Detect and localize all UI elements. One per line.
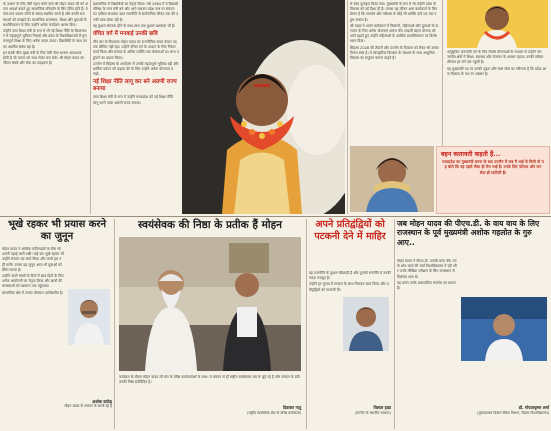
headline-text: भूखे रहकर भी प्रयास करने का जुनून bbox=[7, 219, 107, 242]
top-col1-text bbox=[3, 2, 88, 214]
paragraph: से स्वयं पुरस्कृत किया गया। मुख्यमंत्री के रूप में भी उन्होंने प्रदेश के विकास को नई दिशा दी है। उनका यह जीवन आम कार्यकर्ता के लिए प्रेरणा है कि समर्पण और परिश्रम से कोई भी व्यक्ति ऊंचे पद तक पहुंच सकता है। bbox=[350, 2, 438, 22]
top-col4-text bbox=[447, 50, 548, 142]
photo-illustration bbox=[182, 0, 345, 214]
paragraph: मोहन यादव ने पीएच.डी. उपाधि प्राप्त की। उनके शोध कार्य की चर्चा विश्वविद्यालय में रही और उनके मौखिक परीक्षण के लिए राजस्थान से विशेषज्ञ आए थे। bbox=[397, 259, 457, 279]
portrait-photo-small bbox=[447, 0, 548, 48]
left-story bbox=[2, 219, 112, 429]
paragraph: सिंहस्थ 2028 की तैयारी और उज्जैन के विकास को लेकर भी उनका विजन स्पष्ट है। वे सांस्कृतिक विरासत के संरक्षण के साथ आधुनिक विकास का संतुलन बनाना चाहते हैं। bbox=[350, 45, 439, 61]
rivals-story bbox=[309, 219, 391, 429]
mid-byline-wrap bbox=[119, 405, 301, 416]
paragraph: इन सबके बीच मुख्य मंत्री के लिए ऐसी सेवा भावना आवश्यक होती है जो जनता को साथ लेकर चल सके। श्री मोहन यादव का जीवन संघर्ष और सेवा का उदाहरण है। bbox=[3, 50, 85, 66]
middle-story bbox=[117, 219, 303, 429]
gopalkrishna-photo bbox=[461, 297, 547, 361]
paragraph: वह राजनीति के कुशल खिलाड़ी हैं और चुनावी रणनीति में उनकी पकड़ मजबूत है। bbox=[309, 271, 391, 281]
paragraph: यह मुख्यमंत्री पद पर उनकी दृढ़ता और स्पष्ट सोच का परिणाम है कि प्रदेश आज विकास के पथ पर अग्रसर है। bbox=[447, 66, 547, 76]
paragraph: अनुसूचित जनजाति वर्ग के लिए विशेष योजनाओं के माध्यम से उन्होंने जनजातीय क्षेत्रों में शिक्षा, स्वास्थ्य और रोजगार के अवसर बढ़ाए। उनकी संवेदनशीलता हर वर्ग तक पहुंची है। bbox=[447, 50, 544, 65]
top-col2-text bbox=[93, 2, 179, 214]
kalavati-photo bbox=[350, 146, 434, 212]
subhead: नई शिक्षा नीति लागू कर बने अग्रणी राज्य बनाया bbox=[93, 79, 177, 93]
phd-byline-wrap bbox=[397, 405, 549, 416]
headline: जब मोहन यादव की पीएच.डी. के वाय वाय के लिए राजस्थान के पूर्व मुख्यमंत्री अशोक गहलोत के गुरु आए.. bbox=[397, 219, 540, 247]
headline: स्वयंसेवक की निष्ठा के प्रतीक हैं मोहन bbox=[138, 219, 282, 231]
quote-text: मध्यप्रदेश का मुख्यमंत्री बनना के बाद उज्जैन में जब मैं भाई से मिली तो वह बोले कि वह पहले जैसा ही मेरा भाई है। उनके लिए परिवार और जनसेवा ही सर्वोपरि हैं। bbox=[442, 159, 544, 175]
section-divider bbox=[0, 216, 551, 217]
credit: (उज्जैन के स्थानीय पत्रकार) bbox=[354, 411, 391, 415]
paragraph: के उत्थान के लिए ऐसी पहल करने वाले श्री मोहन यादव जी को अपना आदर्श बताते हुए सामाजिक परिवर्तन के लिए प्रेरित होते हैं। वे गांव-गांव जाकर लोगों से संवाद स्थापित करते हैं और उनकी समस्याओं को समझते हैं। सामाजिक समरसता, शिक्षा और युवाओं के सशक्तिकरण के लिए उन्होंने अनेक कार्यक्रम आरंभ किए। bbox=[3, 2, 88, 27]
left-story-text bbox=[2, 247, 64, 397]
phd-story-text-lower bbox=[397, 369, 549, 403]
paragraph: प्रशासनिक में विद्यार्थियों का नेतृत्व किया। वर्ष 1984 में वे विद्यार्थी परिषद के नगर मंत्री बने और आगे चलकर प्रदेश स्तर पर संगठन का दायित्व संभाला। छात्र राजनीति से सार्वजनिक जीवन तक की उनकी यात्रा प्रेरक रही है। bbox=[93, 2, 179, 22]
credit: (पुस्तकालय विज्ञान विषय विभाग, विक्रम विश्वविद्यालय) bbox=[477, 411, 549, 415]
top-col3-text bbox=[350, 2, 440, 142]
paragraph: तीन बार के विधायक मोहन यादव का राजनीतिक सफर केवल पद तक सीमित नहीं रहा। उन्होंने वंचित वर्ग के उत्थान के लिए निरंतर कार्य किया और समाज के अंतिम व्यक्ति तक योजनाओं का लाभ पहुंचाने का प्रयास किया। bbox=[93, 40, 179, 60]
vishal-hada-photo bbox=[343, 297, 389, 351]
paragraph: सामाजिक क्षेत्र में उनका योगदान उल्लेखनीय है। bbox=[2, 290, 64, 295]
headline: अपने प्रतिद्वंद्वियों को पटकनी देने में माहिर bbox=[314, 219, 386, 242]
quote-title: बहन कलावती कहती हैं... bbox=[441, 151, 501, 158]
byline: अशोक कांठेड़ bbox=[92, 399, 112, 404]
byline: विशाल हाडा bbox=[373, 405, 391, 410]
meeting-photo bbox=[119, 237, 301, 371]
byline: डॉ. गोपालकृष्ण शर्मा bbox=[518, 405, 549, 410]
paragraph: उज्जैन में सिंहस्थ के आयोजन में उनकी महत्वपूर्ण भूमिका रही और धार्मिक पर्यटन को बढ़ावा देने के लिए उन्होंने अनेक योजनाएं बनाईं। bbox=[93, 61, 179, 77]
photo-caption: कार्यक्रम के दौरान मोहन यादव जी संघ के वरिष्ठ कार्यकर्ताओं के साथ। वे बचपन से ही राष्ट्रीय स्वयंसेवक संघ से जुड़े रहे हैं और संगठन के प्रति उनकी निष्ठा सर्वविदित है। bbox=[119, 375, 300, 385]
column-rule bbox=[306, 219, 307, 429]
byline: दिवाकर नातू bbox=[282, 405, 301, 410]
phd-story bbox=[397, 219, 549, 429]
paragraph: यह प्रसंग उनके अकादमिक समर्पण का प्रमाण है। bbox=[397, 280, 456, 291]
paragraph: मोहन यादव ने आर्थिक कठिनाइयों के बीच भी अपनी पढ़ाई जारी रखी। कई बार भूखे रहकर भी उन्होंने संगठन का कार्य किया और कभी हार नहीं मानी। उनका यह जुनून आज भी युवाओं को प्रेरित करता है। bbox=[2, 247, 64, 272]
paragraph: उन्होंने उच्च शिक्षा मंत्री के रूप में भी नई शिक्षा नीति के क्रियान्वयन में महत्वपूर्ण भूमिका निभाई और प्रदेश के विश्वविद्यालयों में गुणवत्तापूर्ण शिक्षा के लिए अनेक कदम उठाए। विद्यार्थियों के साथ उनका आत्मीय संबंध रहा है। bbox=[3, 29, 87, 49]
paragraph: उन्होंने अपने संघर्ष के दिनों में छात्र हितों के लिए अनेक आंदोलनों का नेतृत्व किया और छात्रों की समस्याओं को प्रशासन तक पहुंचाया। bbox=[2, 274, 64, 289]
subhead: वंचित वर्ग में मनवाई उनकी छवि bbox=[93, 31, 158, 38]
paragraph: श्री यादव ने अपने कार्यकाल में किसानों, महिलाओं और युवाओं के कल्याण के लिए अनेक योजनाएं आरंभ कीं। लाड़ली बहना योजना को आगे बढ़ाते हुए उन्होंने महिलाओं के आर्थिक सशक्तिकरण पर विशेष ध्यान दिया। bbox=[350, 23, 439, 44]
ashok-kanthed-photo bbox=[68, 289, 110, 345]
paragraph: उन्होंने हर चुनाव में संगठन के साथ मिलकर काम किया और प्रतिद्वंद्वियों को पटकनी दी। bbox=[309, 282, 389, 292]
column-rule bbox=[90, 0, 91, 214]
left-byline-wrap bbox=[2, 399, 112, 409]
paragraph: वह कुशल संगठक होने के साथ-साथ एक कुशल प्रशासक भी हैं। bbox=[93, 23, 176, 28]
column-rule bbox=[394, 219, 395, 429]
quote-box bbox=[436, 146, 550, 214]
phd-story-text bbox=[397, 259, 457, 369]
credit: (राष्ट्रीय स्वयंसेवक संघ के वरिष्ठ कार्यकर्ता) bbox=[246, 411, 301, 415]
credit: मोहन यादव के बचपन के साथी रहे हैं bbox=[64, 404, 112, 409]
paragraph: उच्च शिक्षा मंत्री के रूप में उन्होंने मध्यप्रदेश को नई शिक्षा नीति लागू करने वाला अग्रणी राज्य बनाया। bbox=[93, 95, 173, 105]
column-rule bbox=[114, 219, 115, 429]
headline bbox=[2, 219, 112, 243]
column-rule bbox=[347, 0, 348, 214]
mohan-yadav-photo bbox=[182, 0, 345, 214]
rivals-byline-wrap bbox=[309, 405, 391, 416]
